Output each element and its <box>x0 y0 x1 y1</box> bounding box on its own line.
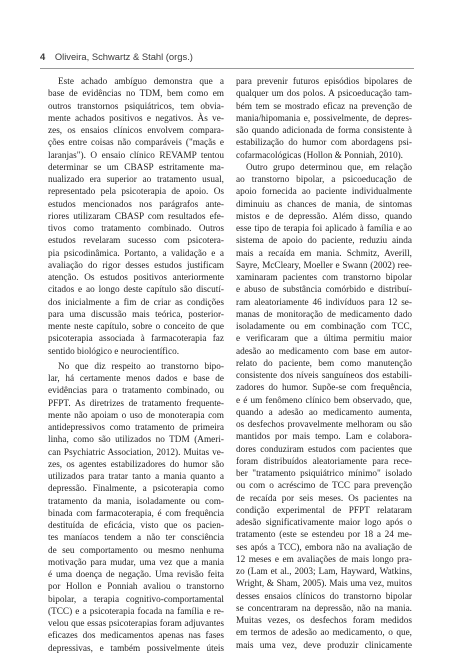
text-line: foram distribuídos aleatoriamente para rece- <box>236 456 412 467</box>
text-line: outros transtornos psiquiátricos, tem obvia- <box>48 101 224 112</box>
text-line: consistente dos níveis sanguíneos dos estabili- <box>236 371 412 381</box>
text-line: linha, como são utilizados no TDM (Ameri- <box>48 435 224 446</box>
text-line: depressão. Finalmente, a psicoterapia como <box>48 484 224 495</box>
text-line: dores conduziram estudos com pacientes que <box>236 444 412 455</box>
text-line: e abuso de substância comórbido e distribuí- <box>236 285 412 296</box>
text-line: estabilização do humor com abordagens psi- <box>236 138 412 149</box>
text-line: é uma doença de negação. Uma revisão feita <box>48 570 224 580</box>
text-line: apoio fornecida ao paciente individualmente <box>236 187 412 198</box>
text-line: esse tipo de terapia foi aplicado à família e ao <box>236 224 412 234</box>
text-line: determinar se um CBASP estritamente ma- <box>48 162 224 173</box>
text-line: nualizado era superior ao tratamento usual, <box>48 175 224 185</box>
running-title: Oliveira, Schwartz & Stahl (orgs.) <box>54 51 193 62</box>
text-line: diminuiu as chances de mania, de sintomas <box>236 199 412 210</box>
text-line: Outro grupo determinou que, em relação <box>246 162 412 173</box>
text-line: utilizados para tratar tanto a mania quanto a <box>48 472 224 482</box>
text-line: desses ensaios clínicos do transtorno bipolar <box>236 591 412 602</box>
text-line: para prevenir futuros episódios bipolares de <box>236 77 412 87</box>
text-line: tes maníacos tendem a não ter consciência <box>48 533 224 544</box>
text-line: PFPT. As diretrizes de tratamento frequente- <box>48 398 224 409</box>
text-line: de seu comportamento ou mesmo nenhuma <box>48 545 224 556</box>
text-line: mais uma vez, deve produzir clinicamente <box>236 640 412 651</box>
text-line: bém tem se mostrado eficaz na prevenção de <box>236 101 412 112</box>
text-line: velou que essas psicoterapias foram adjuvantes <box>48 619 224 629</box>
text-line: tivos como tratamento combinado. Outros <box>48 224 224 234</box>
text-line: (TCC) e a psicoterapia focada na família e re- <box>48 606 224 617</box>
text-line: pia psicodinâmica. Portanto, a validação e a <box>48 248 224 259</box>
text-line: antidepressivos como tratamento de primeira <box>48 423 224 433</box>
text-line: mente neste capítulo, sobre o conceito de que <box>48 322 224 332</box>
text-line: destituída de eficácia, visto que os pacien- <box>48 521 224 531</box>
text-line: sentido biológico e neurocientífico. <box>48 346 180 357</box>
text-line: mistos e de depressão. Além disso, quando <box>236 211 412 222</box>
text-line: binada com farmacoterapia, é com frequência <box>48 508 224 519</box>
text-line: os desfechos provavelmente melhoram ou são <box>236 420 412 430</box>
text-line: dos inicialmente a fim de criar as condições <box>48 297 224 308</box>
text-line: mania/hipomania e, possivelmente, de depres- <box>236 113 412 124</box>
text-line: manas de monitoração de medicamento dado <box>236 309 412 320</box>
text-line: bipolar, a terapia cognitivo-comportamental <box>48 594 224 605</box>
text-line: em termos de adesão ao medicamento, o que, <box>236 628 412 639</box>
text-line: estudos revelaram sucesso com psicotera- <box>48 236 224 247</box>
text-line: qualquer um dos polos. A psicoeducação tam- <box>236 89 412 100</box>
text-line: por Hollon e Ponniah avaliou o transtorno <box>48 582 224 593</box>
text-line: atenção. Os estudos positivos anteriormente <box>48 273 224 283</box>
page-number: 4 <box>40 51 46 62</box>
text-line: condição experimental de PFPT relataram <box>236 505 412 516</box>
text-line: zo (Lam et al., 2003; Lam, Hayward, Watkins, <box>236 567 412 577</box>
text-line: ber "tratamento psiquiátrico mínimo" isolado <box>236 469 412 479</box>
running-header <box>40 51 414 62</box>
text-line: laranjas"). O ensaio clínico REVAMP tentou <box>48 150 224 161</box>
text-line: can Psychiatric Association, 2012). Muitas ve- <box>48 447 224 458</box>
text-line: tratamento da mania, isoladamente ou com- <box>48 496 224 507</box>
text-line: Wright, & Sham, 2005). Mais uma vez, muitos <box>236 579 412 590</box>
text-line: zadores do humor. Supõe-se com frequência, <box>236 383 412 394</box>
text-line: ou com o acréscimo de TCC para prevenção <box>236 481 412 492</box>
text-line: cofarmacológicas (Hollon & Ponniah, 2010). <box>236 150 403 161</box>
text-line: mente achados positivos e negativos. Às ve- <box>48 113 224 124</box>
text-line: 12 meses e em avaliações de mais longo pra- <box>236 554 412 565</box>
right-column <box>236 76 412 652</box>
text-line: zes, os ensaios clínicos envolvem compara- <box>48 126 224 136</box>
text-line: depressivas, e também possivelmente úteis <box>48 643 224 654</box>
text-line: e é um fenômeno clínico bem observado, que, <box>236 395 412 406</box>
text-line: Sayre, McCleary, Moeller e Swann (2002) ree- <box>236 260 412 271</box>
text-line: quando a adesão ao medicamento aumenta, <box>236 407 412 418</box>
text-line: eficazes dos medicamentos apenas nas fases <box>48 631 224 642</box>
text-line: de recaída por seis meses. Os pacientes na <box>236 493 412 504</box>
text-line: zes, os agentes estabilizadores do humor são <box>48 459 224 470</box>
text-line: para uma discussão mais teórica, posterior- <box>48 309 224 320</box>
left-column <box>48 76 224 655</box>
text-line: mais a recaída em mania. Schmitz, Averill, <box>236 248 412 259</box>
text-line: adesão ao medicamento com base em autor- <box>236 346 412 357</box>
text-line: evidências para o tratamento combinado, ou <box>48 386 224 397</box>
text-line: Este achado ambíguo demonstra que a <box>58 77 224 87</box>
text-line: estudos mencionados nos parágrafos ante- <box>48 199 224 210</box>
text-line: ções entre coisas não comparáveis ("maçãs e <box>48 138 224 149</box>
text-line: ram aleatoriamente 46 indivíduos para 12 se- <box>236 297 412 308</box>
text-line: Muitas vezes, os desfechos foram medidos <box>236 616 412 626</box>
text-line: psicoterapia associada à farmacoterapia faz <box>48 334 224 345</box>
text-line: base de evidências no TDM, bem como em <box>48 89 224 100</box>
text-line: e verificaram que a última permitiu maior <box>236 334 412 345</box>
text-line: No que diz respeito ao transtorno bipo- <box>58 361 224 372</box>
text-line: motivação para mudar, uma vez que a mania <box>48 557 224 568</box>
text-line: mente não apoiam o uso de monoterapia com <box>48 410 224 421</box>
text-line: tratamento (este se estendeu por 18 a 24 me- <box>236 530 412 541</box>
text-line: isoladamente ou em combinação com TCC, <box>236 322 412 332</box>
text-line: adesão significativamente maior logo após o <box>236 518 412 528</box>
text-line: relato do paciente, bem como manutenção <box>236 358 412 369</box>
text-line: avaliação do rigor desses estudos justificam <box>48 260 224 271</box>
text-line: sistema de apoio do paciente, reduziu ainda <box>236 236 412 247</box>
text-line: ses após a TCC), embora não na avaliação de <box>236 542 412 553</box>
text-line: lar, há certamente menos dados e base de <box>48 374 224 384</box>
header-rule <box>40 68 414 69</box>
text-line: são quando adicionada de forma consistente à <box>236 126 412 136</box>
text-line: mantidos por mais tempo. Lam e colabora- <box>236 432 412 443</box>
text-line: ao transtorno bipolar, a psicoeducação de <box>236 175 412 185</box>
text-line: citados e ao longo deste capítulo são discutí- <box>48 285 224 296</box>
text-line: representado pela psicoterapia de apoio. Os <box>48 187 224 198</box>
text-line: riores utilizaram CBASP com resultados efe- <box>48 211 224 222</box>
text-line: se concentraram na depressão, não na mania. <box>236 603 412 614</box>
text-line: xaminaram pacientes com transtorno bipolar <box>236 273 412 283</box>
